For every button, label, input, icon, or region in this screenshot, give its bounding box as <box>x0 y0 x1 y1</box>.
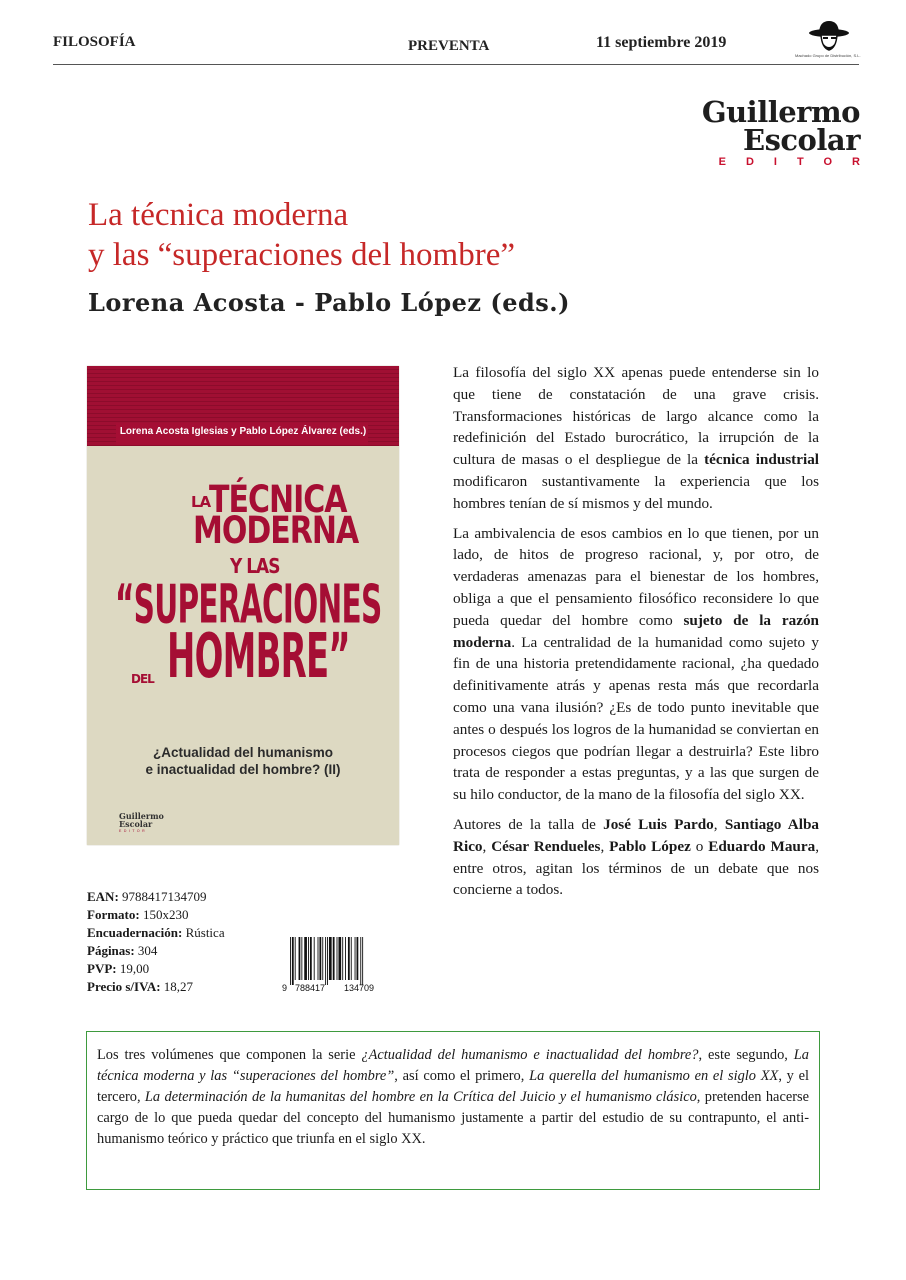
header-divider <box>53 64 859 65</box>
barcode-bar <box>329 937 332 980</box>
contributor-name: Pablo López <box>609 837 691 855</box>
description-text: , <box>482 837 492 855</box>
series-title: La técnica moderna y las “superaciones del hombre” <box>97 1047 809 1084</box>
barcode-bar <box>301 937 302 980</box>
series-text: , este segundo, <box>698 1047 794 1063</box>
cover-title-del: DEL <box>131 672 154 686</box>
barcode-bar <box>345 937 346 980</box>
barcode-bar <box>318 937 319 980</box>
cover-publisher-logo <box>119 812 164 828</box>
description-paragraph <box>453 362 819 515</box>
cover-logo-line3: EDITOR <box>119 829 148 833</box>
book-authors: Lorena Acosta - Pablo López (eds.) <box>88 288 570 317</box>
cover-title-moderna: MODERNA <box>193 509 359 553</box>
spec-row <box>87 924 225 942</box>
cover-title-ylas: Y LAS <box>230 555 280 579</box>
barcode-bar <box>322 937 323 980</box>
book-cover <box>87 366 399 845</box>
cover-title-tecnica: TÉCNICA <box>209 478 347 522</box>
cover-editors: Lorena Acosta Iglesias y Pablo López Álvarez (eds.) <box>119 426 367 437</box>
cover-subtitle-line2: e inactualidad del hombre? (II) <box>145 762 341 777</box>
series-text: , así como el primero, <box>394 1068 530 1084</box>
barcode-bars <box>290 937 363 985</box>
barcode-bar <box>342 937 343 980</box>
barcode-bar <box>314 937 315 980</box>
spec-value: 18,27 <box>163 979 194 994</box>
spec-value: 150x230 <box>142 907 189 922</box>
description-text: , <box>713 815 725 833</box>
description-text: La filosofía del siglo XX apenas puede entenderse sin lo que tiene de constatación de una grave crisis. Transformaciones históricas de largo alcance como la redefinición del Estado burocrático, la irrupción de la cultura de masas o el despliegue de la <box>453 364 819 469</box>
barcode-bar <box>295 937 296 980</box>
spec-value: Rústica <box>185 925 225 940</box>
description-text: . La centralidad de la humanidad como sujeto y fin de una historia pretendidamente racional, ¿ha quedado definitivamente atrás y apenas resta más que recordarla como una vana ilusión? ¿Es de todo punto inevitable que antes o después los logros de la humanidad se conviertan en procesos ciegos que podrían llegar a destruirla? Este libro trata de responder a estas preguntas, y a las que surgen de su hilo conductor, de la mano de la filosofía del siglo XX. <box>453 633 819 804</box>
cover-title-la: LA <box>191 493 211 511</box>
spec-row <box>87 978 225 996</box>
spec-label: Precio s/IVA: <box>87 979 161 994</box>
description-text: Autores de la talla de <box>453 815 604 833</box>
barcode-digit-first: 9 <box>282 983 288 993</box>
section-label: FILOSOFÍA <box>53 34 136 50</box>
barcode-bar <box>325 937 326 985</box>
barcode-bar <box>304 937 307 980</box>
spec-label: Formato: <box>87 907 140 922</box>
description-text: , entre otros, agitan los términos de un debate que nos concierne a todos. <box>453 837 819 899</box>
status-label: PREVENTA <box>408 38 490 54</box>
spec-row <box>87 960 225 978</box>
barcode-bar <box>327 937 328 985</box>
contributor-name: José Luis Pardo <box>603 815 714 833</box>
barcode-digits-group2: 134709 <box>344 983 375 993</box>
cover-logo-line1: Guillermo <box>119 811 164 821</box>
contributor-name: César Rendueles <box>491 837 601 855</box>
description-paragraph <box>453 523 819 806</box>
release-date: 11 septiembre 2019 <box>596 34 727 51</box>
publisher-logo-line3: EDITOR <box>718 156 880 168</box>
spec-row <box>87 888 225 906</box>
spec-value: 9788417134709 <box>122 889 207 904</box>
description-emphasis: sujeto de la razón moderna <box>453 611 819 651</box>
distributor-caption: Machado Grupo de Distribución, S.L. <box>795 53 861 58</box>
publisher-logo-line2: Escolar <box>742 123 860 157</box>
barcode-digits-group1: 788417 <box>295 983 326 993</box>
book-specs <box>87 888 225 996</box>
barcode-bar <box>319 937 321 980</box>
barcode-bar <box>338 937 341 980</box>
description-text: La ambivalencia de esos cambios en lo que tienen, por un lado, de hitos de progreso racional, y, por otro, de verdaderas amenazas para el bienestar de los hombres, obliga a que el pensamiento filosófico reconsidere lo que pueda quedar del hombre como <box>453 524 819 629</box>
book-title-line2: y las “superaciones del hombre” <box>88 237 516 273</box>
book-title <box>88 195 808 275</box>
spec-label: Encuadernación: <box>87 925 183 940</box>
series-text: Los tres volúmenes que componen la serie <box>97 1047 362 1063</box>
contributor-name: Santiago Alba Rico <box>453 815 820 855</box>
barcode-bar <box>348 937 350 980</box>
spec-label: Páginas: <box>87 943 135 958</box>
description-text: o <box>690 837 709 855</box>
barcode-bar <box>357 937 359 980</box>
cover-subtitle <box>87 744 399 778</box>
description-emphasis: técnica industrial <box>704 451 820 469</box>
barcode-bar <box>351 937 352 980</box>
description-text: , <box>600 837 610 855</box>
publisher-logo <box>700 95 880 168</box>
description-paragraph <box>453 814 819 901</box>
spec-row <box>87 906 225 924</box>
series-title: La determinación de la humanitas del hombre en la Crítica del Juicio y el humanismo clásico <box>144 1089 697 1105</box>
book-description <box>453 362 819 909</box>
publisher-logo-line1: Guillermo <box>701 95 860 129</box>
series-text: , pretenden hacerse cargo de lo que pueda quedar del concepto del humanismo justamente a partir del estudio de su contrapunto, el anti-humanismo teórico y práctico que triunfa en el siglo XX. <box>97 1089 809 1147</box>
cover-title-superaciones: “SUPERACIONES <box>115 573 382 636</box>
cover-logo-line2: Escolar <box>119 819 153 829</box>
spec-label: EAN: <box>87 889 119 904</box>
barcode-bar <box>308 937 309 980</box>
barcode-bar <box>292 937 294 985</box>
spec-value: 304 <box>137 943 158 958</box>
barcode-bar <box>290 937 291 985</box>
barcode-bar <box>299 937 301 980</box>
cover-subtitle-line1: ¿Actualidad del humanismo <box>152 745 334 760</box>
barcode <box>281 937 393 993</box>
barcode-bar <box>337 937 338 980</box>
book-title-line1: La técnica moderna <box>88 197 349 233</box>
series-text: , y el tercero, <box>97 1068 809 1105</box>
barcode-bar <box>360 937 361 985</box>
description-text: modificaron sustantivamente la experiencia que los hombres tenían de sí mismos y del mundo. <box>453 472 819 512</box>
barcode-bar <box>362 937 363 985</box>
barcode-bar <box>333 937 335 980</box>
series-note-box <box>86 1031 820 1190</box>
cover-title-hombre: HOMBRE” <box>167 621 350 693</box>
barcode-bar <box>355 937 356 980</box>
series-title: ¿Actualidad del humanismo e inactualidad del hombre? <box>361 1047 699 1063</box>
spec-label: PVP: <box>87 961 117 976</box>
spec-row <box>87 942 225 960</box>
barcode-bar <box>310 937 312 980</box>
spec-value: 19,00 <box>119 961 150 976</box>
contributor-name: Eduardo Maura <box>708 837 816 855</box>
series-title: La querella del humanismo en el siglo XX <box>529 1068 779 1084</box>
